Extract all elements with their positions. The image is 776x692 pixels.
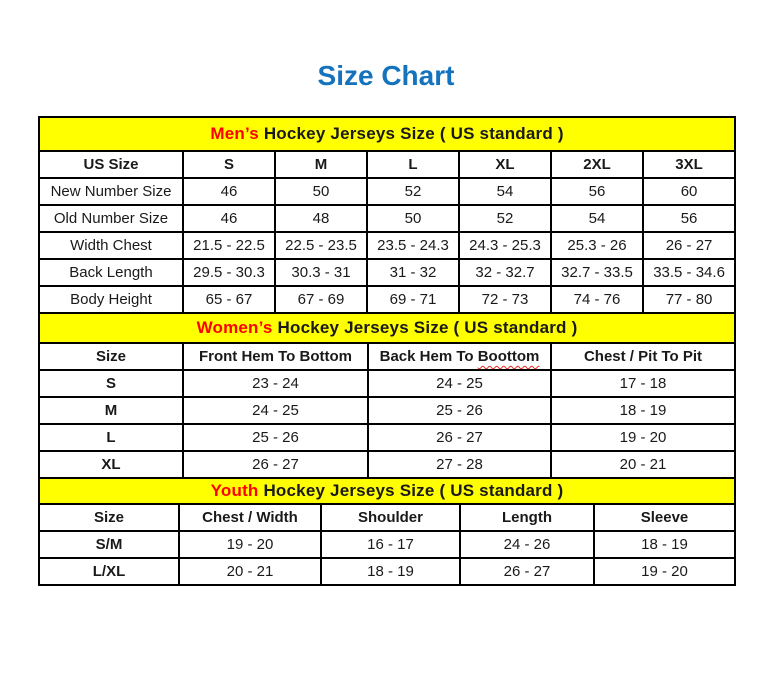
womens-table-cell: 24 - 25 (368, 370, 551, 397)
mens-table-cell: 56 (551, 178, 643, 205)
mens-table-cell: 56 (643, 205, 735, 232)
womens-table-cell: 26 - 27 (183, 451, 368, 478)
youth-section-heading (39, 478, 735, 504)
mens-table-cell: 69 - 71 (367, 286, 459, 313)
mens-table-row (39, 259, 735, 286)
youth-column-header: Sleeve (594, 504, 735, 531)
youth-table-cell: 19 - 20 (179, 531, 321, 558)
mens-table-row (39, 232, 735, 259)
womens-size-table (38, 312, 736, 479)
womens-heading-row (39, 313, 735, 343)
youth-table-cell: 18 - 19 (321, 558, 460, 585)
womens-heading-highlight: Women’s (196, 318, 273, 337)
header-text: Back Hem To (379, 348, 478, 365)
youth-heading-highlight: Youth (210, 481, 259, 500)
womens-column-header-row (39, 343, 735, 370)
womens-column-header: Chest / Pit To Pit (551, 343, 735, 370)
mens-table-cell: 24.3 - 25.3 (459, 232, 551, 259)
mens-table-cell: 26 - 27 (643, 232, 735, 259)
womens-row-label: M (39, 397, 183, 424)
womens-table-row (39, 451, 735, 478)
youth-table-cell: 24 - 26 (460, 531, 594, 558)
mens-column-header: US Size (39, 151, 183, 178)
womens-table-cell: 25 - 26 (183, 424, 368, 451)
misspelled-word: Boottom (477, 348, 540, 365)
mens-table-cell: 54 (459, 178, 551, 205)
mens-table-cell: 72 - 73 (459, 286, 551, 313)
womens-row-label: L (39, 424, 183, 451)
womens-row-label: XL (39, 451, 183, 478)
mens-row-label: Width Chest (39, 232, 183, 259)
mens-table-cell: 25.3 - 26 (551, 232, 643, 259)
mens-row-label: Old Number Size (39, 205, 183, 232)
womens-column-header (368, 343, 551, 370)
mens-heading-text: Hockey Jerseys Size ( US standard ) (258, 124, 564, 143)
womens-section-heading (39, 313, 735, 343)
mens-section-heading (39, 117, 735, 151)
mens-column-header: L (367, 151, 459, 178)
mens-table-cell: 32.7 - 33.5 (551, 259, 643, 286)
youth-size-table (38, 477, 736, 586)
mens-column-header: S (183, 151, 275, 178)
womens-table-cell: 19 - 20 (551, 424, 735, 451)
mens-table-cell: 23.5 - 24.3 (367, 232, 459, 259)
mens-table-cell: 33.5 - 34.6 (643, 259, 735, 286)
mens-heading-row (39, 117, 735, 151)
mens-table-cell: 22.5 - 23.5 (275, 232, 367, 259)
mens-table-cell: 32 - 32.7 (459, 259, 551, 286)
mens-table-cell: 52 (367, 178, 459, 205)
mens-table-cell: 30.3 - 31 (275, 259, 367, 286)
womens-column-header: Front Hem To Bottom (183, 343, 368, 370)
youth-heading-row (39, 478, 735, 504)
womens-table-row (39, 424, 735, 451)
size-chart (38, 116, 734, 586)
womens-row-label: S (39, 370, 183, 397)
womens-table-cell: 18 - 19 (551, 397, 735, 424)
womens-table-cell: 27 - 28 (368, 451, 551, 478)
youth-heading-text: Hockey Jerseys Size ( US standard ) (258, 481, 564, 500)
mens-column-header: M (275, 151, 367, 178)
mens-heading-highlight: Men’s (210, 124, 259, 143)
mens-table-cell: 21.5 - 22.5 (183, 232, 275, 259)
youth-column-header: Length (460, 504, 594, 531)
mens-row-label: New Number Size (39, 178, 183, 205)
mens-table-cell: 31 - 32 (367, 259, 459, 286)
mens-column-header: 3XL (643, 151, 735, 178)
youth-column-header: Chest / Width (179, 504, 321, 531)
page-title: Size Chart (317, 60, 455, 91)
mens-table-cell: 54 (551, 205, 643, 232)
mens-table-row (39, 205, 735, 232)
womens-table-row (39, 397, 735, 424)
mens-table-cell: 67 - 69 (275, 286, 367, 313)
youth-table-cell: 18 - 19 (594, 531, 735, 558)
mens-table-cell: 48 (275, 205, 367, 232)
mens-table-cell: 29.5 - 30.3 (183, 259, 275, 286)
youth-column-header-row (39, 504, 735, 531)
womens-table-cell: 25 - 26 (368, 397, 551, 424)
mens-table-cell: 52 (459, 205, 551, 232)
womens-table-row (39, 370, 735, 397)
mens-table-cell: 46 (183, 205, 275, 232)
mens-table-cell: 77 - 80 (643, 286, 735, 313)
youth-table-row (39, 558, 735, 585)
mens-size-table (38, 116, 736, 314)
womens-table-cell: 26 - 27 (368, 424, 551, 451)
youth-table-row (39, 531, 735, 558)
mens-column-header: XL (459, 151, 551, 178)
youth-column-header: Size (39, 504, 179, 531)
womens-table-cell: 24 - 25 (183, 397, 368, 424)
youth-table-cell: 16 - 17 (321, 531, 460, 558)
mens-table-cell: 65 - 67 (183, 286, 275, 313)
womens-heading-text: Hockey Jerseys Size ( US standard ) (272, 318, 578, 337)
mens-table-cell: 50 (275, 178, 367, 205)
mens-table-row (39, 286, 735, 313)
youth-table-cell: 26 - 27 (460, 558, 594, 585)
mens-column-header: 2XL (551, 151, 643, 178)
mens-table-cell: 46 (183, 178, 275, 205)
youth-column-header: Shoulder (321, 504, 460, 531)
womens-table-cell: 20 - 21 (551, 451, 735, 478)
youth-table-cell: 19 - 20 (594, 558, 735, 585)
mens-table-row (39, 178, 735, 205)
youth-row-label: S/M (39, 531, 179, 558)
womens-column-header: Size (39, 343, 183, 370)
womens-table-cell: 23 - 24 (183, 370, 368, 397)
womens-table-cell: 17 - 18 (551, 370, 735, 397)
mens-table-cell: 50 (367, 205, 459, 232)
mens-row-label: Body Height (39, 286, 183, 313)
mens-table-cell: 74 - 76 (551, 286, 643, 313)
youth-table-cell: 20 - 21 (179, 558, 321, 585)
mens-column-header-row (39, 151, 735, 178)
mens-row-label: Back Length (39, 259, 183, 286)
youth-row-label: L/XL (39, 558, 179, 585)
mens-table-cell: 60 (643, 178, 735, 205)
